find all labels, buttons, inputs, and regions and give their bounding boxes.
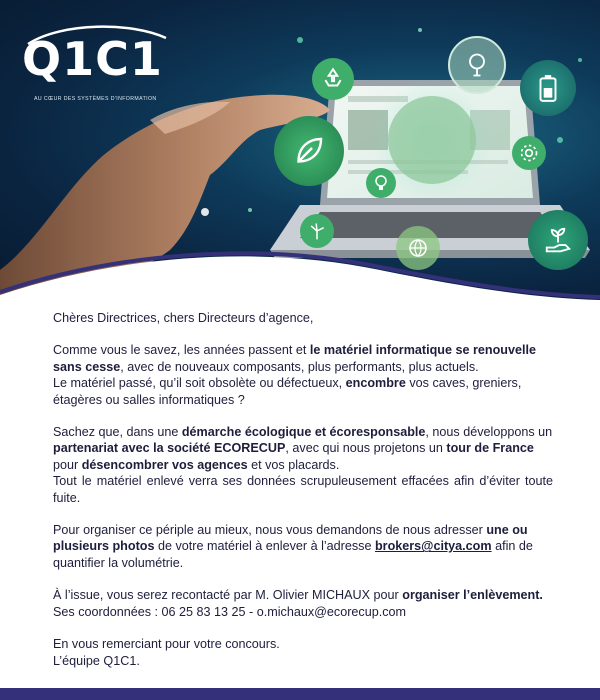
emphasis: démarche écologique et écoresponsable (181, 425, 426, 440)
text: de votre matériel à enlever à l’adresse (154, 539, 375, 554)
text: et vos placards. (247, 457, 340, 472)
text: afin de quantifier la volumétrie. (53, 539, 533, 570)
emphasis: tour de France (446, 441, 534, 456)
text: Sachez que, dans une (53, 425, 182, 440)
wave-divider (0, 240, 600, 310)
lightbulb-icon (366, 168, 396, 198)
greeting: Chères Directrices, chers Directeurs d’agence, (53, 311, 314, 325)
signature: L’équipe Q1C1. (53, 653, 140, 668)
text: , avec de nouveaux composants, plus performants, plus actuels. (120, 359, 479, 374)
gear-icon (512, 136, 546, 170)
text: Comme vous le savez, les années passent et (53, 343, 310, 358)
emphasis: le matériel informatique se renouvelle sans cesse (53, 343, 536, 374)
logo-wordmark: Q1C1 (22, 32, 163, 86)
paragraph-data-erasure: Tout le matériel enlevé verra ses données scrupuleusement effacées afin d’éviter toute fuite. (53, 474, 553, 505)
text: pour (53, 457, 82, 472)
text: Pour organiser ce périple au mieux, nous vous demandons de nous adresser (53, 523, 487, 538)
emphasis: organiser l’enlèvement. (402, 588, 543, 603)
letter-body (53, 310, 553, 669)
closing (53, 636, 553, 669)
emphasis: partenariat avec la société ECORECUP (53, 441, 286, 456)
recycle-icon (312, 58, 354, 100)
emphasis: désencombrer vos agences (81, 457, 248, 472)
contact-details: Ses coordonnées : 06 25 83 13 25 - o.michaux@ecorecup.com (53, 604, 407, 619)
paragraph-clutter (53, 375, 553, 408)
battery-icon (520, 60, 576, 116)
emphasis: une ou plusieurs photos (53, 523, 528, 554)
paragraph-renewal (53, 342, 553, 375)
recycle-bubble (388, 96, 476, 184)
email-link[interactable]: brokers@citya.com (374, 539, 492, 554)
text: , nous développons un (425, 425, 553, 440)
paragraph-contact (53, 587, 553, 620)
logo-tagline: AU CŒUR DES SYSTÈMES D'INFORMATION (34, 96, 157, 102)
emphasis: encombre (345, 376, 406, 391)
footer-bar (0, 688, 600, 700)
paragraph-photos-request (53, 522, 553, 571)
closing-text: En vous remerciant pour votre concours. (53, 637, 280, 652)
plug-icon (448, 36, 506, 94)
leaf-icon (274, 116, 344, 186)
text: Le matériel passé, qu’il soit obsolète ou défectueux, (53, 376, 346, 391)
text: , avec qui nous projetons un (285, 441, 447, 456)
paragraph-partnership (53, 424, 553, 473)
text: vos caves, greniers, étagères ou salles informatiques ? (53, 376, 522, 407)
text: À l’issue, vous serez recontacté par M. Olivier MICHAUX pour (53, 588, 403, 603)
q1c1-logo[interactable] (22, 18, 172, 104)
